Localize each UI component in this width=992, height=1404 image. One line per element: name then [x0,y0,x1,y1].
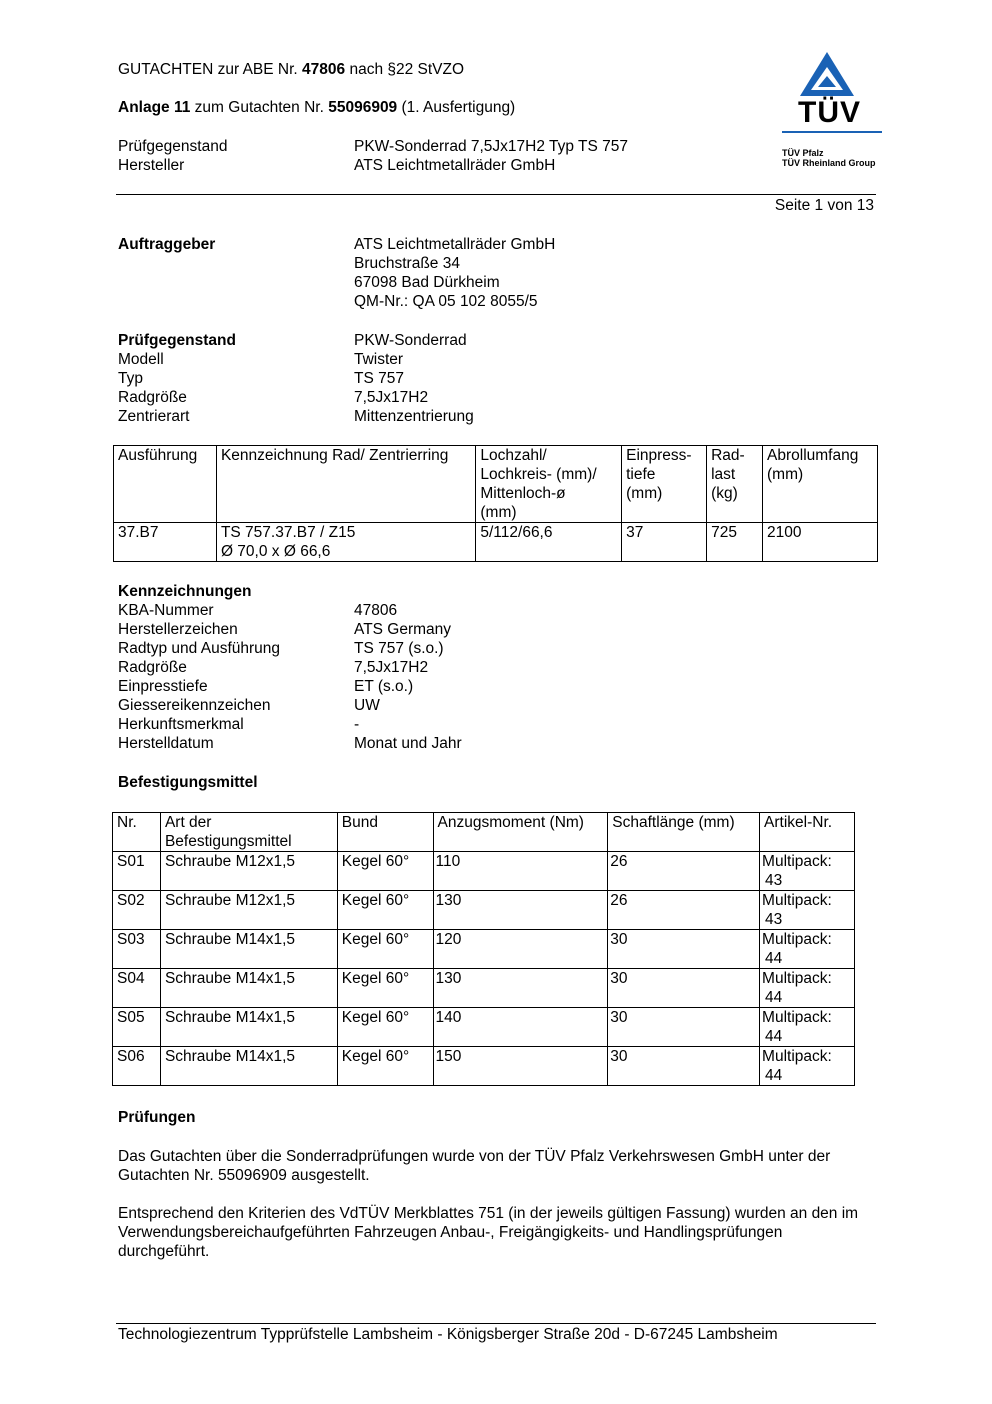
field-value: 7,5Jx17H2 [354,659,429,676]
header-line: Artikel-Nr. [764,814,833,831]
table-cell [760,1047,855,1086]
table-row [113,891,855,930]
table-cell: Kegel 60° [337,1047,433,1086]
table-cell: 30 [608,1008,760,1047]
header-line: last [711,466,736,483]
table-cell [763,523,878,562]
column-header [113,813,161,852]
cell-line: 2100 [767,524,802,541]
header-line: Rad- [711,447,745,464]
header-pruefgegenstand-value: PKW-Sonderrad 7,5Jx17H2 Typ TS 757 [354,138,628,155]
wheel-table [113,445,878,562]
header-title-prefix: GUTACHTEN zur ABE Nr. [118,61,303,78]
tuev-pfalz: TÜV Pfalz [782,148,824,158]
table-cell [760,891,855,930]
tuev-brand: TÜV [798,96,861,129]
header-line: (kg) [711,485,738,502]
cell-line: 43 [765,911,783,928]
kennzeichnungen-title: Kennzeichnungen [118,583,252,600]
header-line: Kennzeichnung Rad/ Zentrierring [220,447,449,464]
field-label: Herstelldatum [118,735,214,752]
abe-number: 47806 [302,61,346,78]
table-cell [760,852,855,891]
header-line: (mm) [767,466,804,483]
header-line: Einpress- [626,447,692,464]
table-cell: Kegel 60° [337,852,433,891]
table-cell: 130 [433,969,608,1008]
field-label: Radtyp und Ausführung [118,640,281,657]
field-value: UW [354,697,380,714]
gutachten-number: 55096909 [328,99,398,116]
tuev-logo [780,50,884,172]
table-cell: Kegel 60° [337,1008,433,1047]
field-value: ATS Germany [354,621,452,638]
column-header [216,446,475,523]
table-cell: 110 [433,852,608,891]
header-line: (mm) [626,485,663,502]
header-line: Bund [341,814,378,831]
header-line: Ausführung [118,447,198,464]
table-row [113,969,855,1008]
field-label: KBA-Nummer [118,602,214,619]
field-value: - [354,716,360,733]
table-cell: Schraube M14x1,5 [160,969,337,1008]
cell-line: 37 [626,524,644,541]
table-cell: S02 [113,891,161,930]
header-line: Abrollumfang [767,447,859,464]
field-label: Radgröße [118,389,187,406]
table-cell: Schraube M12x1,5 [160,891,337,930]
cell-line: Multipack: [762,1048,832,1065]
column-header [433,813,608,852]
table-row [113,852,855,891]
table-cell: Kegel 60° [337,891,433,930]
field-value: Monat und Jahr [354,735,462,752]
table-cell: Schraube M14x1,5 [160,1047,337,1086]
table-cell: S04 [113,969,161,1008]
field-value: 7,5Jx17H2 [354,389,429,406]
table-cell [114,523,217,562]
field-label: Giessereikennzeichen [118,697,271,714]
cell-line: 43 [765,872,783,889]
header-title [118,60,464,79]
table-cell: Schraube M14x1,5 [160,930,337,969]
table-cell: 26 [608,852,760,891]
cell-line: 725 [711,524,737,541]
table-row [113,1008,855,1047]
table-cell: Kegel 60° [337,969,433,1008]
cell-line: Multipack: [762,892,832,909]
header-line: (mm) [480,504,517,521]
header-line: Befestigungsmittel [164,833,292,850]
header-anlage [118,98,515,117]
tuev-group: TÜV Rheinland Group [782,158,876,168]
header-line: Nr. [117,814,137,831]
header-title-suffix: nach §22 StVZO [345,61,465,78]
table-cell: 30 [608,969,760,1008]
cell-line: 37.B7 [118,524,159,541]
table-cell [760,930,855,969]
header-hersteller-label: Hersteller [118,157,185,174]
header-line: Lochkreis- (mm)/ [480,466,597,483]
field-label: Typ [118,370,143,387]
table-cell: 140 [433,1008,608,1047]
table-cell: 130 [433,891,608,930]
header-hersteller-value: ATS Leichtmetallräder GmbH [354,157,556,174]
field-value: ET (s.o.) [354,678,414,695]
field-label: Zentrierart [118,408,190,425]
auftraggeber-line: 67098 Bad Dürkheim [354,274,500,291]
column-header [622,446,707,523]
table-cell: 120 [433,930,608,969]
table-cell: 30 [608,930,760,969]
pruefungen-paragraph-2: Entsprechend den Kriterien des VdTÜV Merkblattes 751 (in der jeweils gültigen Fassung) wurden an den im Verwendungsbereichaufgeführten Fahrzeugen Anbau-, Freigängigkeits- und Handlingsprüfungen durchgeführt. [118,1205,859,1260]
column-header [760,813,855,852]
cell-line: Multipack: [762,853,832,870]
header-line: Art der [164,814,212,831]
column-header [707,446,763,523]
table-cell: Kegel 60° [337,930,433,969]
table-cell: S06 [113,1047,161,1086]
auftraggeber-label: Auftraggeber [118,236,216,253]
cell-line: Multipack: [762,1009,832,1026]
table-cell: 150 [433,1047,608,1086]
header-line: Mittenloch-ø [480,485,566,502]
befestigung-header [113,813,855,852]
table-cell: S05 [113,1008,161,1047]
field-label: Herkunftsmerkmal [118,716,244,733]
pruefgegenstand-value: PKW-Sonderrad [354,332,467,349]
cell-line: 44 [765,950,783,967]
header-divider [116,194,876,195]
field-label: Radgröße [118,659,187,676]
header-line: Schaftlänge (mm) [612,814,735,831]
wheel-table-header [114,446,878,523]
column-header [160,813,337,852]
header-line: tiefe [626,466,656,483]
field-value: TS 757 (s.o.) [354,640,444,657]
auftraggeber-line: Bruchstraße 34 [354,255,460,272]
auftraggeber-line: QM-Nr.: QA 05 102 8055/5 [354,293,538,310]
anlage-label: Anlage 11 [118,99,191,116]
field-value: 47806 [354,602,398,619]
field-value: Mittenzentrierung [354,408,474,425]
auftraggeber-line: ATS Leichtmetallräder GmbH [354,236,556,253]
pruefungen-title: Prüfungen [118,1109,196,1126]
table-cell: S03 [113,930,161,969]
column-header [608,813,760,852]
cell-line: 44 [765,1028,783,1045]
table-cell [707,523,763,562]
table-cell [622,523,707,562]
table-cell: 26 [608,891,760,930]
header-pruefgegenstand-label: Prüfgegenstand [118,138,228,155]
table-row [113,1047,855,1086]
table-cell: Schraube M14x1,5 [160,1008,337,1047]
cell-line: 5/112/66,6 [480,524,553,541]
field-value: Twister [354,351,404,368]
befestigung-table [112,812,855,1086]
cell-line: 44 [765,989,783,1006]
cell-line: Multipack: [762,931,832,948]
header-line: Lochzahl/ [480,447,547,464]
cell-line: TS 757.37.B7 / Z15 [220,524,356,541]
column-header [337,813,433,852]
table-row [114,523,878,562]
field-label: Einpresstiefe [118,678,208,695]
pruefungen-paragraph-1: Das Gutachten über die Sonderradprüfungen wurde von der TÜV Pfalz Verkehrswesen GmbH unter der Gutachten Nr. 55096909 ausgestellt. [118,1148,831,1184]
field-value: TS 757 [354,370,404,387]
pruefgegenstand-label: Prüfgegenstand [118,332,236,349]
befestigung-title: Befestigungsmittel [118,774,258,791]
column-header [114,446,217,523]
footer-divider [116,1323,876,1324]
table-row [113,930,855,969]
cell-line: Multipack: [762,970,832,987]
column-header [763,446,878,523]
footer-text: Technologiezentrum Typprüfstelle Lambsheim - Königsberger Straße 20d - D-67245 Lambsheim [118,1326,778,1343]
field-label: Herstellerzeichen [118,621,238,638]
anlage-suffix: (1. Ausfertigung) [397,99,516,116]
cell-line: Ø 70,0 x Ø 66,6 [220,543,331,560]
field-label: Modell [118,351,164,368]
table-cell [760,1008,855,1047]
table-cell: Schraube M12x1,5 [160,852,337,891]
table-cell [476,523,622,562]
header-line: Anzugsmoment (Nm) [437,814,584,831]
table-cell: 30 [608,1047,760,1086]
table-cell [760,969,855,1008]
cell-line: 44 [765,1067,783,1084]
page-number: Seite 1 von 13 [774,197,874,214]
table-cell [216,523,475,562]
column-header [476,446,622,523]
table-cell: S01 [113,852,161,891]
anlage-middle: zum Gutachten Nr. [190,99,329,116]
